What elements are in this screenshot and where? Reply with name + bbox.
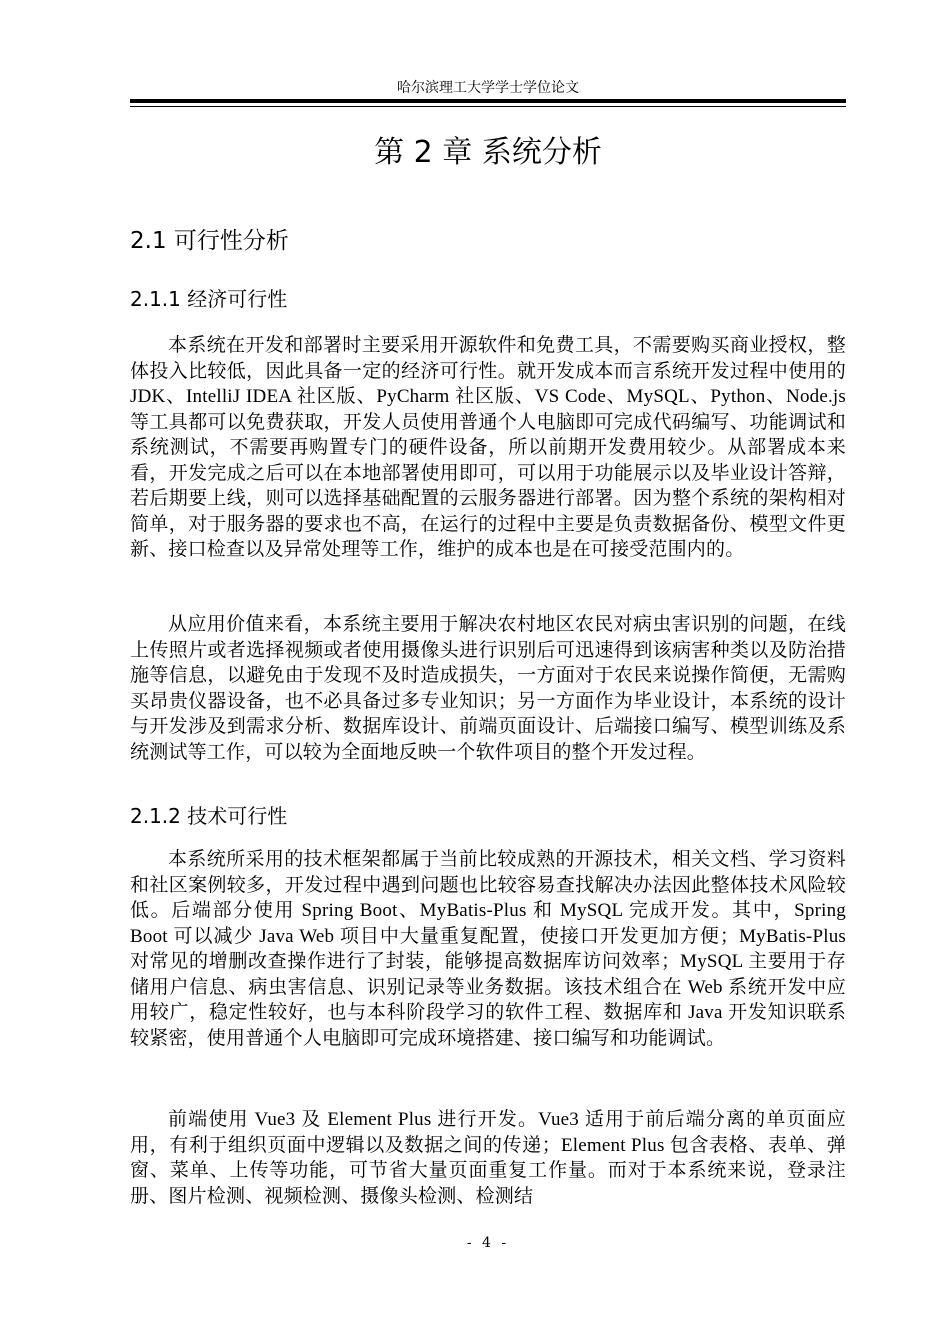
header-rule-thin	[130, 106, 846, 107]
page-number: - 4 -	[466, 1235, 510, 1251]
paragraph-frontend-tech: 前端使用 Vue3 及 Element Plus 进行开发。Vue3 适用于前后端分离的单页面应用，有利于组织页面中逻辑以及数据之间的传递；Element Plus 包含表格、表单、弹窗、菜单、上传等功能，可节省大量页面重复工作量。而对于本系统来说，登录注册、图片检测、视频检测、摄像头检测、检测结	[130, 1109, 846, 1207]
running-header: 哈尔滨理工大学学士学位论文	[397, 80, 579, 96]
subsection-heading-economic: 2.1.1 经济可行性	[130, 287, 288, 311]
section-heading: 2.1 可行性分析	[130, 228, 289, 254]
paragraph-application-value: 从应用价值来看，本系统主要用于解决农村地区农民对病虫害识别的问题，在线上传照片或者选择视频或者使用摄像头进行识别后可迅速得到该病害种类以及防治措施等信息，以避免由于发现不及时造成损失，一方面对于农民来说操作简便，无需购买昂贵仪器设备，也不必具备过多专业知识；另一方面作为毕业设计，本系统的设计与开发涉及到需求分析、数据库设计、前端页面设计、后端接口编写、模型训练及系统测试等工作，可以较为全面地反映一个软件项目的整个开发过程。	[130, 614, 846, 763]
subsection-heading-technical: 2.1.2 技术可行性	[130, 804, 288, 828]
paragraph-backend-tech: 本系统所采用的技术框架都属于当前比较成熟的开源技术，相关文档、学习资料和社区案例较多，开发过程中遇到问题也比较容易查找解决办法因此整体技术风险较低。后端部分使用 Spring Boot、MyBatis-Plus 和 MySQL 完成开发。其中，Spring Boot 可以减少 Java Web 项目中大量重复配置，使接口开发更加方便；MyBatis-Plus 对常见的增删改查操作进行了封装，能够提高数据库访问效率；MySQL 主要用于存储用户信息、病虫害信息、识别记录等业务数据。该技术组合在 Web 系统开发中应用较广，稳定性较好，也与本科阶段学习的软件工程、数据库和 Java 开发知识联系较紧密，使用普通个人电脑即可完成环境搭建、接口编写和功能调试。	[130, 849, 846, 1049]
chapter-title: 第 2 章 系统分析	[374, 135, 602, 170]
header-rule-thick	[130, 99, 846, 103]
paragraph-economic-cost: 本系统在开发和部署时主要采用开源软件和免费工具，不需要购买商业授权，整体投入比较低，因此具备一定的经济可行性。就开发成本而言系统开发过程中使用的 JDK、IntelliJ IDEA 社区版、PyCharm 社区版、VS Code、MySQL、Python、Node.js 等工具都可以免费获取，开发人员使用普通个人电脑即可完成代码编写、功能调试和系统测试，不需要再购置专门的硬件设备，所以前期开发费用较少。从部署成本来看，开发完成之后可以在本地部署使用即可，可以用于功能展示以及毕业设计答辩，若后期要上线，则可以选择基础配置的云服务器进行部署。因为整个系统的架构相对简单，对于服务器的要求也不高，在运行的过程中主要是负责数据备份、模型文件更新、接口检查以及异常处理等工作，维护的成本也是在可接受范围内的。	[130, 335, 846, 560]
